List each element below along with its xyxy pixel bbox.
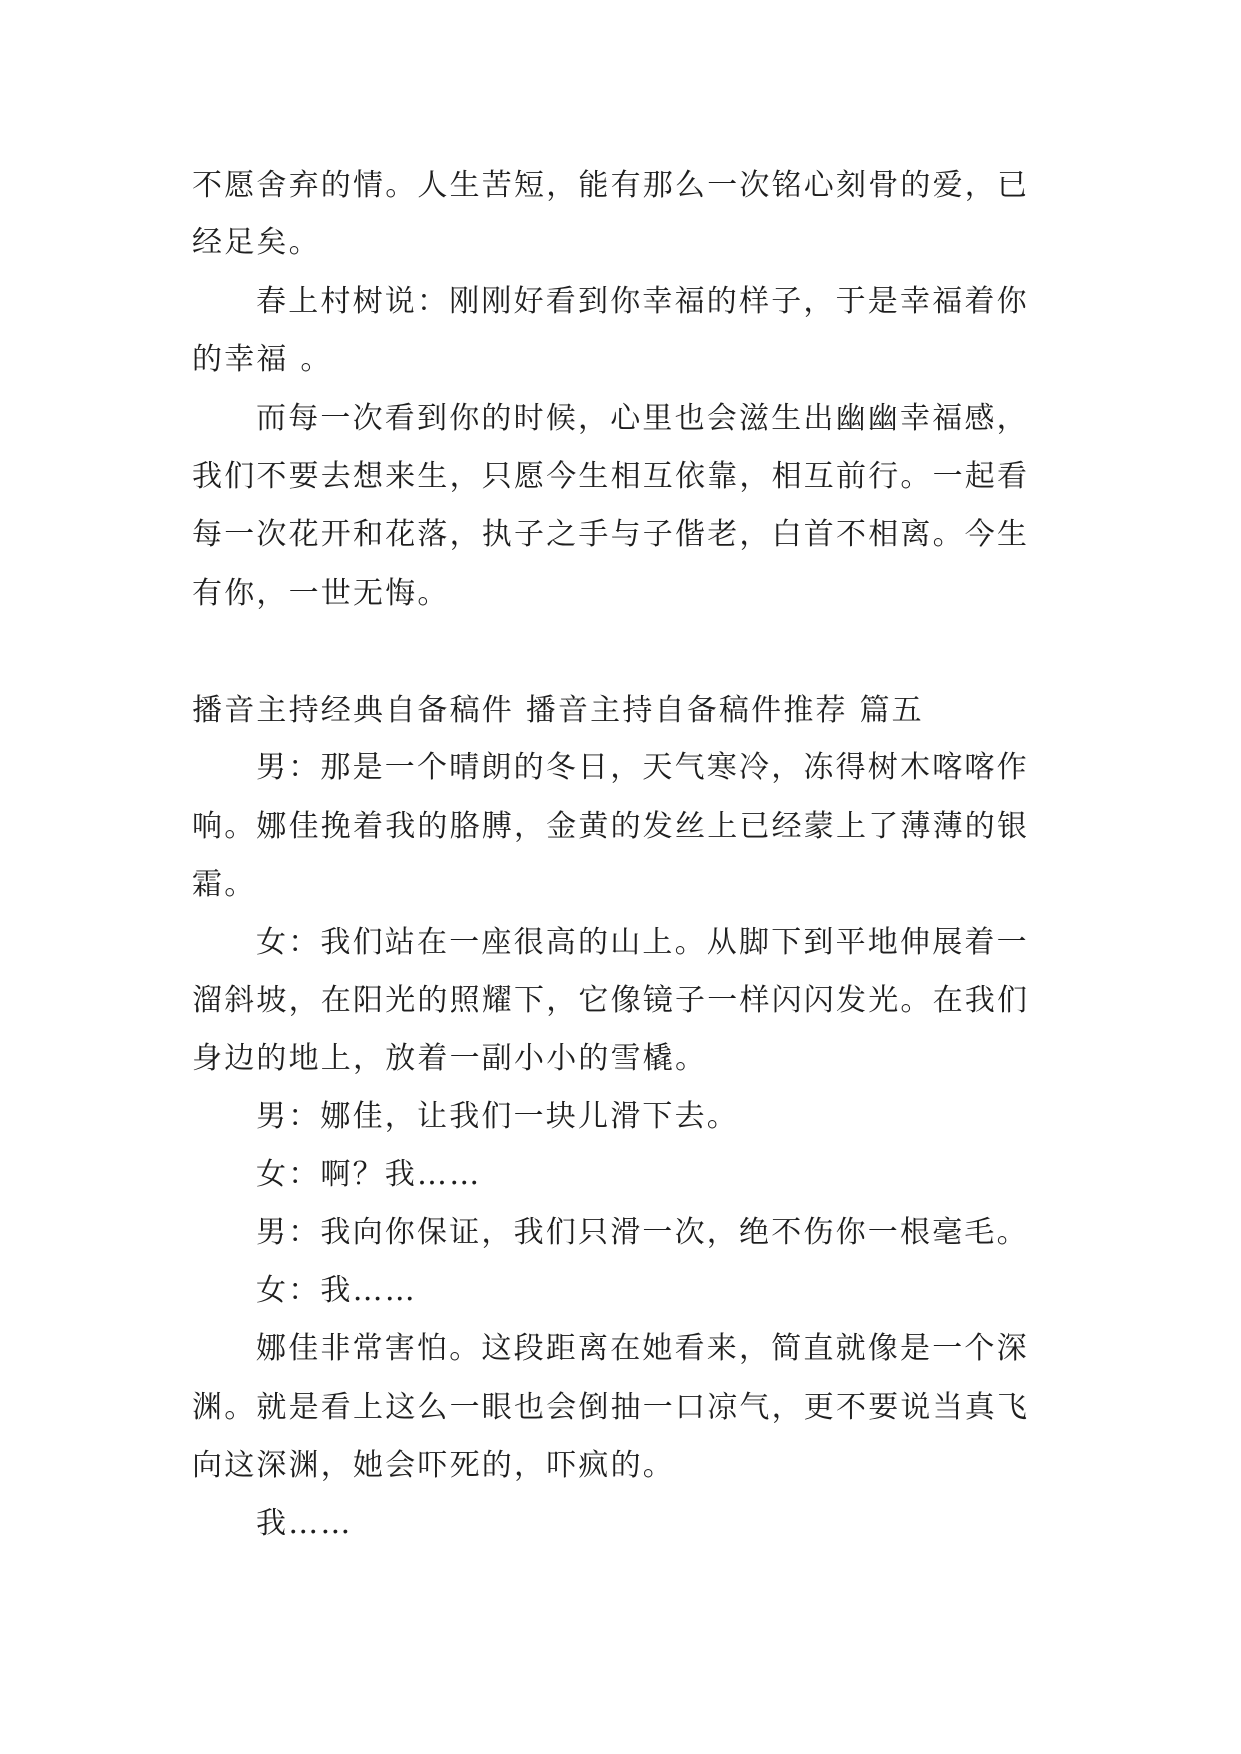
text-line: 霜。 xyxy=(192,867,257,902)
text-line: 不愿舍弃的情。人生苦短，能有那么一次铭心刻骨的爱，已 xyxy=(192,168,1030,203)
text-line: 响。娜佳挽着我的胳膊，金黄的发丝上已经蒙上了薄薄的银 xyxy=(192,809,1030,844)
text-line: 有你，一世无悔。 xyxy=(192,576,450,611)
paragraph-start: 女：我们站在一座很高的山上。从脚下到平地伸展着一 xyxy=(256,925,1029,960)
text-line: 身边的地上，放着一副小小的雪橇。 xyxy=(192,1041,708,1076)
text-line: 溜斜坡，在阳光的照耀下，它像镜子一样闪闪发光。在我们 xyxy=(192,983,1030,1018)
dialogue-line: 女：啊？我…… xyxy=(256,1157,482,1192)
dialogue-line: 男：娜佳，让我们一块儿滑下去。 xyxy=(256,1099,739,1134)
paragraph-start: 男：那是一个晴朗的冬日，天气寒冷，冻得树木喀喀作 xyxy=(256,750,1029,785)
paragraph-start: 而每一次看到你的时候，心里也会滋生出幽幽幸福感， xyxy=(256,401,1029,436)
text-line: 渊。就是看上这么一眼也会倒抽一口凉气，更不要说当真飞 xyxy=(192,1390,1030,1425)
text-line: 每一次花开和花落，执子之手与子偕老，白首不相离。今生 xyxy=(192,517,1030,552)
text-line: 我们不要去想来生，只愿今生相互依靠，相互前行。一起看 xyxy=(192,459,1030,494)
dialogue-line: 男：我向你保证，我们只滑一次，绝不伤你一根毫毛。 xyxy=(256,1215,1029,1250)
text-line: 向这深渊，她会吓死的，吓疯的。 xyxy=(192,1448,675,1483)
dialogue-line: 女：我…… xyxy=(256,1273,417,1308)
text-line: 经足矣。 xyxy=(192,225,321,260)
paragraph-start: 我…… xyxy=(256,1506,353,1541)
text-line: 的幸福 。 xyxy=(192,342,333,377)
paragraph-start: 娜佳非常害怕。这段距离在她看来，简直就像是一个深 xyxy=(256,1331,1029,1366)
paragraph-start: 春上村树说：刚刚好看到你幸福的样子，于是幸福着你 xyxy=(256,284,1029,319)
section-title: 播音主持经典自备稿件 播音主持自备稿件推荐 篇五 xyxy=(192,693,924,728)
